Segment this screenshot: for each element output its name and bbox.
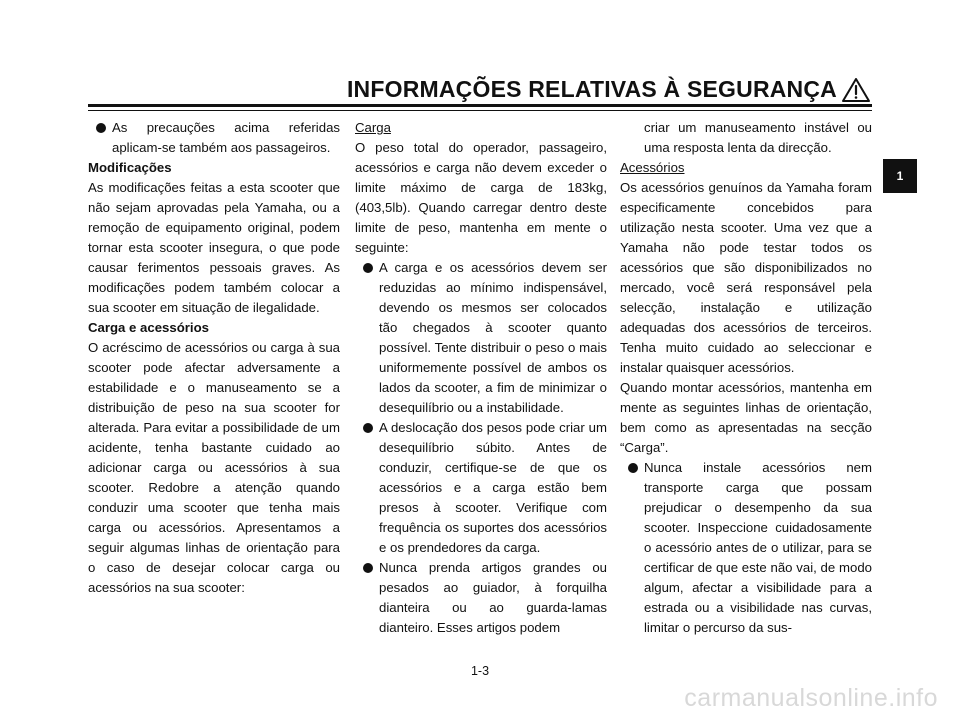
bullet-text: As precauções acima referidas aplicam-se também aos passageiros. — [112, 120, 340, 155]
cargo-accessories-heading: Carga e acessórios — [88, 320, 209, 335]
list-item — [88, 118, 340, 158]
acessorios-paragraph-2: Quando montar acessórios, mantenha em mente as seguintes linhas de orientação, bem como as apresentadas na secção “Carga”. — [620, 380, 872, 455]
bullet-list — [620, 458, 872, 638]
bullet-icon — [363, 563, 373, 573]
list-item — [355, 258, 607, 418]
warning-triangle-icon — [841, 77, 871, 103]
carga-paragraph: O peso total do operador, passageiro, acessórios e carga não devem exceder o limite máximo de carga de 183kg, (403,5lb). Quando carregar dentro deste limite de peso, mantenha em mente o seguinte: — [355, 140, 607, 255]
bullet-text: Nunca prenda artigos grandes ou pesados ao guiador, à forquilha dianteira ou ao guarda-lamas dianteiro. Esses artigos podem — [379, 560, 607, 635]
bullet-text: A carga e os acessórios devem ser reduzidas ao mínimo indispensável, devendo os mesmos ser colocados tão chegados à scooter quanto possível. Tente distribuir o peso o mais uniformemente possível de ambos os lados da scooter, a fim de minimizar o desequilíbrio ou a instabilidade. — [379, 260, 607, 415]
page-title: INFORMAÇÕES RELATIVAS À SEGURANÇA — [346, 76, 837, 102]
bullet-icon — [363, 423, 373, 433]
carga-subheading: Carga — [355, 120, 391, 135]
list-item — [620, 458, 872, 638]
watermark: carmanualsonline.info — [684, 684, 938, 712]
chapter-tab-marker: 1 — [883, 159, 917, 193]
modifications-heading: Modificações — [88, 160, 172, 175]
column-left — [88, 118, 340, 598]
bullet-icon — [96, 123, 106, 133]
acessorios-subheading: Acessórios — [620, 160, 685, 175]
bullet-icon — [628, 463, 638, 473]
continuation-text: criar um manuseamento instável ou uma resposta lenta da direcção. — [644, 120, 872, 155]
modifications-paragraph: As modificações feitas a esta scooter que não sejam aprovadas pela Yamaha, ou a remoção de equipamento original, podem tornar esta scooter insegura, o que pode causar ferimentos pessoais graves. As modificações podem também colocar a sua scooter em situação de ilegalidade. — [88, 180, 340, 315]
bullet-icon — [363, 263, 373, 273]
bullet-list — [88, 118, 340, 158]
list-item — [355, 558, 607, 638]
bullet-text: Nunca instale acessórios nem transporte carga que possam prejudicar o desempenho da sua scooter. Inspeccione cuidadosamente o acessório antes de o utilizar, para se certificar de que este não vai, de modo algum, afectar a visibilidade para a estrada ou a visibilidade nas curvas, limitar o percurso da sus- — [644, 460, 872, 635]
acessorios-paragraph-1: Os acessórios genuínos da Yamaha foram especificamente concebidos para utilização nesta scooter. Uma vez que a Yamaha não pode testar todos os acessórios que são disponibilizados no mercado, você será responsável pela selecção, instalação e utilização adequadas dos acessórios de terceiros. Tenha muito cuidado ao seleccionar e instalar quaisquer acessórios. — [620, 180, 872, 375]
column-right — [620, 118, 872, 638]
header-rule-thick — [88, 104, 872, 107]
bullet-text: A deslocação dos pesos pode criar um desequilíbrio súbito. Antes de conduzir, certifique-se de que os acessórios e a carga estão bem presos à scooter. Verifique com frequência os suportes dos acessórios e os prendedores da carga. — [379, 420, 607, 555]
column-middle — [355, 118, 607, 638]
list-item — [355, 418, 607, 558]
cargo-accessories-paragraph: O acréscimo de acessórios ou carga à sua scooter pode afectar adversamente a estabilidade e o manuseamento se a distribuição de peso na sua scooter for alterada. Para evitar a possibilidade de um acidente, tenha bastante cuidado ao adicionar carga ou acessórios à sua scooter. Redobre a atenção quando conduzir uma scooter que tenha mais carga ou acessórios. Apresentamos a seguir algumas linhas de orientação para o caso de desejar colocar carga ou acessórios na sua scooter: — [88, 340, 340, 595]
bullet-list — [355, 258, 607, 638]
page-number: 1-3 — [470, 664, 490, 678]
header-rule-thin — [88, 110, 872, 111]
